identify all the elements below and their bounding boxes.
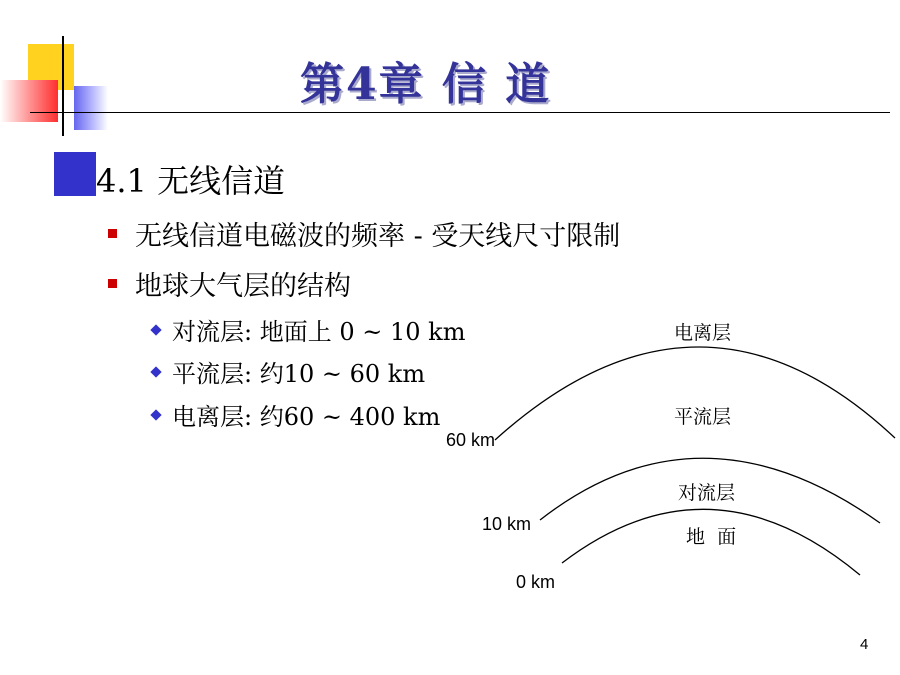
altitude-label-0km: 0 km (516, 572, 556, 592)
page-number: 4 (860, 636, 869, 653)
sub-bullet-text: 对流层: 地面上 0 ~ 10 km (172, 318, 466, 346)
label-stratosphere: 平流层 (674, 406, 732, 428)
altitude-label-60km: 60 km (446, 430, 496, 450)
label-ground: 地 面 (686, 526, 737, 548)
sub-bullet-text: 电离层: 约60 ~ 400 km (172, 403, 441, 431)
slide-title: 第4章 信 道 (300, 59, 552, 110)
sub-bullet-text: 平流层: 约10 ~ 60 km (172, 360, 426, 388)
bullet-text: 地球大气层的结构 (135, 271, 351, 302)
label-ionosphere: 电离层 (674, 322, 732, 344)
bullet-text: 无线信道电磁波的频率 - 受天线尺寸限制 (135, 221, 621, 252)
section-heading: 4.1 无线信道 (96, 162, 286, 200)
label-troposphere: 对流层 (678, 482, 736, 504)
altitude-label-10km: 10 km (482, 514, 532, 534)
